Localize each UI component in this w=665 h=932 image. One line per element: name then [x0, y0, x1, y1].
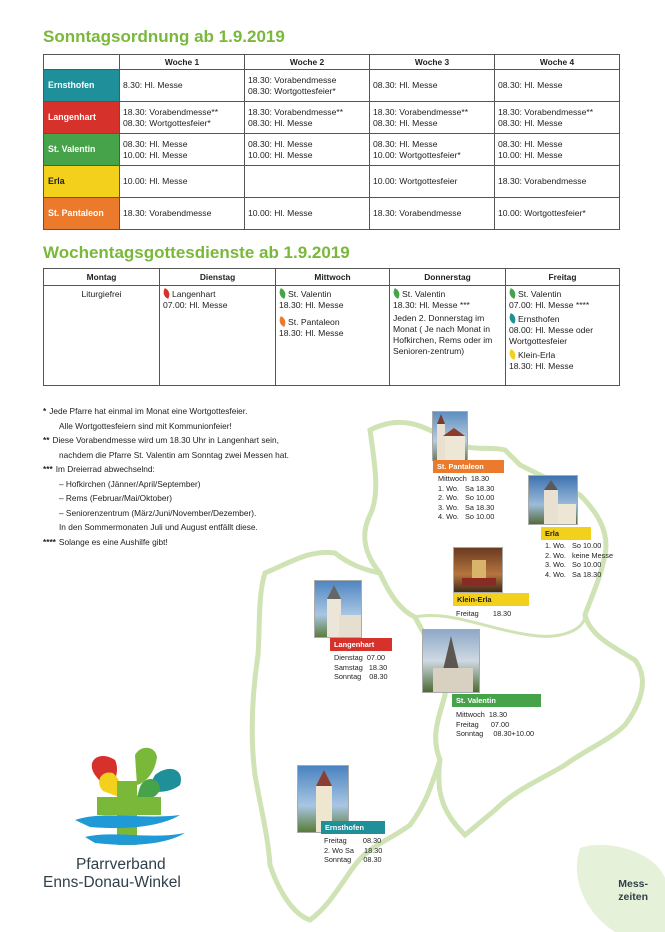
table-row [44, 134, 620, 166]
schedule-line: 10.00: Wortgottesfeier [373, 176, 458, 186]
times-kleinerla: Freitag 18.30 [456, 609, 512, 618]
leaf-icon [392, 288, 402, 299]
dienstag-place: Langenhart [172, 289, 216, 299]
schedule-line: 08.30: Hl. Messe [373, 117, 438, 128]
schedule-cell [495, 166, 620, 198]
parish-cell: St. Valentin [44, 134, 120, 166]
schedule-cell [370, 166, 495, 198]
leaf-icon [278, 288, 288, 299]
schedule-line: 08.30: Hl. Messe [498, 138, 563, 149]
corner-line1: Mess- [618, 878, 648, 890]
schedule-line: 18.30: Vorabendmesse [498, 176, 587, 186]
freitag-place-3: Klein-Erla [518, 350, 556, 360]
schedule-line: 18.30: Vorabendmesse** [123, 106, 219, 117]
note-text: – Hofkirchen (Jänner/April/September) [59, 478, 201, 489]
church-icon [529, 476, 578, 525]
schedule-line: 18.30: Vorabendmesse [248, 74, 337, 85]
label-langenhart: Langenhart [330, 638, 392, 651]
times-ernsthofen: Freitag 08.30 2. Wo Sa 18.30 Sonntag 08.30 [324, 836, 383, 865]
note-text: – Seniorenzentrum (März/Juni/November/Dezember). [59, 507, 257, 518]
schedule-cell [120, 134, 245, 166]
church-photo-langenhart [314, 580, 362, 638]
sunday-schedule-table [43, 54, 620, 230]
schedule-line: 18.30: Vorabendmesse [373, 208, 462, 218]
church-icon [315, 581, 362, 638]
schedule-cell [370, 70, 495, 102]
church-icon [433, 412, 468, 461]
label-kleinerla: Klein-Erla [453, 593, 529, 606]
table-header-row [44, 269, 620, 286]
note-text: Im Dreierrad abwechselnd: [55, 464, 155, 474]
note-text: nachdem die Pfarre St. Valentin am Sonntag zwei Messen hat. [59, 449, 289, 460]
montag-text: Liturgiefrei [81, 289, 122, 299]
freitag-time-3: 18.30: Hl. Messe [509, 361, 574, 371]
schedule-cell [370, 198, 495, 230]
church-photo-valentin [422, 629, 480, 693]
header-week-2: Woche 2 [245, 55, 370, 70]
note-mark: * [43, 406, 47, 416]
schedule-line: 18.30: Vorabendmesse** [248, 106, 344, 117]
note-text: Jede Pfarre hat einmal im Monat eine Wortgottesfeier. [49, 406, 248, 416]
header-montag: Montag [44, 269, 160, 286]
schedule-cell [120, 102, 245, 134]
header-dienstag: Dienstag [160, 269, 276, 286]
corner-cell [44, 55, 120, 70]
times-valentin: Mittwoch 18.30 Freitag 07.00 Sonntag 08.30+10.00 [456, 710, 535, 739]
altar-icon [454, 548, 503, 593]
parish-cell: Langenhart [44, 102, 120, 134]
mittwoch-time-1: 18.30: Hl. Messe [279, 300, 344, 310]
note-mark: ** [43, 435, 50, 445]
weekday-schedule-table [43, 268, 620, 386]
messzeiten-label [604, 878, 648, 904]
table-header-row [44, 55, 620, 70]
corner-line2: zeiten [618, 891, 648, 903]
leaf-icon [508, 349, 518, 360]
schedule-line: 10.00: Wortgottesfeier* [373, 149, 461, 160]
schedule-line: 08.30: Hl. Messe [498, 80, 563, 90]
schedule-line: 08.30: Hl. Messe [123, 138, 188, 149]
parish-cell: St. Pantaleon [44, 198, 120, 230]
note-text: In den Sommermonaten Juli und August entfällt diese. [59, 522, 258, 532]
table-row [44, 286, 620, 386]
logo-text-line2: Enns-Donau-Winkel [43, 874, 181, 891]
dienstag-cell [160, 286, 276, 386]
header-freitag: Freitag [506, 269, 620, 286]
schedule-line: 08.30: Wortgottesfeier* [248, 85, 336, 96]
schedule-line: 08.30: Hl. Messe [373, 80, 438, 90]
montag-cell [44, 286, 160, 386]
header-donnerstag: Donnerstag [390, 269, 506, 286]
schedule-cell [120, 70, 245, 102]
logo-text-line1: Pfarrverband [76, 856, 166, 873]
schedule-cell [495, 198, 620, 230]
schedule-line: 18.30: Vorabendmesse** [373, 106, 469, 117]
schedule-cell [245, 70, 370, 102]
note-text: Solange es eine Aushilfe gibt! [58, 536, 168, 547]
schedule-cell [120, 198, 245, 230]
schedule-line: 08.30: Hl. Messe [373, 138, 438, 149]
schedule-line: 08.30: Hl. Messe [248, 117, 313, 128]
times-pantaleon: Mittwoch 18.30 1. Wo. Sa 18.30 2. Wo. So 10.00 3. Wo. Sa 18.30 4. Wo. So 10.00 [438, 474, 495, 522]
schedule-line: 10.00: Hl. Messe [498, 149, 563, 160]
leaf-icon [508, 313, 518, 324]
schedule-line: 08.30: Hl. Messe [248, 138, 313, 149]
schedule-line: 10.00: Hl. Messe [248, 149, 313, 160]
church-icon [423, 630, 480, 693]
table-row [44, 198, 620, 230]
freitag-place-2: Ernsthofen [518, 314, 560, 324]
schedule-line: 10.00: Hl. Messe [248, 208, 313, 218]
header-week-4: Woche 4 [495, 55, 620, 70]
note-mark: **** [43, 536, 56, 547]
weekday-heading: Wochentagsgottesdienste ab 1.9.2019 [43, 243, 350, 262]
freitag-time-2: 08.00: Hl. Messe oder Wortgottesfeier [509, 325, 594, 346]
schedule-cell [495, 134, 620, 166]
leaf-icon [162, 288, 172, 299]
note-mark: *** [43, 464, 53, 474]
label-erla: Erla [541, 527, 591, 540]
parish-cell: Erla [44, 166, 120, 198]
parish-cell: Ernsthofen [44, 70, 120, 102]
schedule-line: 08.30: Hl. Messe [498, 117, 563, 128]
times-langenhart: Dienstag 07.00 Samstag 18.30 Sonntag 08.30 [334, 653, 388, 682]
schedule-line: 10.00: Hl. Messe [123, 176, 188, 186]
church-photo-erla [528, 475, 578, 525]
dienstag-time: 07.00: Hl. Messe [163, 300, 228, 310]
schedule-cell [245, 166, 370, 198]
schedule-line: 08.30: Wortgottesfeier* [123, 117, 211, 128]
freitag-time-1: 07.00: Hl. Messe **** [509, 300, 590, 310]
donnerstag-note: Jeden 2. Donnerstag im Monat ( Je nach Monat in Hofkirchen, Rems oder im Senioren-zentrum) [393, 313, 493, 356]
schedule-cell [370, 102, 495, 134]
donnerstag-time: 18.30: Hl. Messe *** [393, 300, 470, 310]
freitag-place-1: St. Valentin [518, 289, 562, 299]
schedule-cell [120, 166, 245, 198]
leaf-icon [508, 288, 518, 299]
table-row [44, 166, 620, 198]
sunday-heading: Sonntagsordnung ab 1.9.2019 [43, 27, 285, 46]
church-photo-kleinerla [453, 547, 503, 593]
schedule-line: 18.30: Vorabendmesse [123, 208, 212, 218]
donnerstag-place: St. Valentin [402, 289, 446, 299]
label-pantaleon: St. Pantaleon [433, 460, 504, 473]
header-week-1: Woche 1 [120, 55, 245, 70]
schedule-cell [495, 70, 620, 102]
freitag-cell [506, 286, 620, 386]
mittwoch-cell [276, 286, 390, 386]
label-ernsthofen: Ernsthofen [321, 821, 385, 834]
schedule-line: 8.30: Hl. Messe [123, 80, 183, 90]
table-row [44, 70, 620, 102]
table-row [44, 102, 620, 134]
mittwoch-time-2: 18.30: Hl. Messe [279, 328, 344, 338]
church-photo-pantaleon [432, 411, 468, 461]
note-text: Alle Wortgottesfeiern sind mit Kommunionfeier! [59, 420, 232, 431]
schedule-cell [245, 134, 370, 166]
leaf-icon [278, 316, 288, 327]
note-text: – Rems (Februar/Mai/Oktober) [59, 493, 172, 503]
schedule-cell [370, 134, 495, 166]
label-valentin: St. Valentin [452, 694, 541, 707]
schedule-cell [245, 102, 370, 134]
schedule-line: 18.30: Vorabendmesse** [498, 106, 594, 117]
note-text: Diese Vorabendmesse wird um 18.30 Uhr in Langenhart sein, [52, 435, 279, 445]
header-mittwoch: Mittwoch [276, 269, 390, 286]
header-week-3: Woche 3 [370, 55, 495, 70]
schedule-line: 10.00: Hl. Messe [123, 149, 188, 160]
times-erla: 1. Wo. So 10.00 2. Wo. keine Messe 3. Wo. So 10.00 4. Wo. Sa 18.30 [545, 541, 613, 579]
mittwoch-place-1: St. Valentin [288, 289, 332, 299]
donnerstag-cell [390, 286, 506, 386]
schedule-line: 10.00: Wortgottesfeier* [498, 208, 586, 218]
schedule-cell [245, 198, 370, 230]
mittwoch-place-2: St. Pantaleon [288, 317, 340, 327]
schedule-cell [495, 102, 620, 134]
